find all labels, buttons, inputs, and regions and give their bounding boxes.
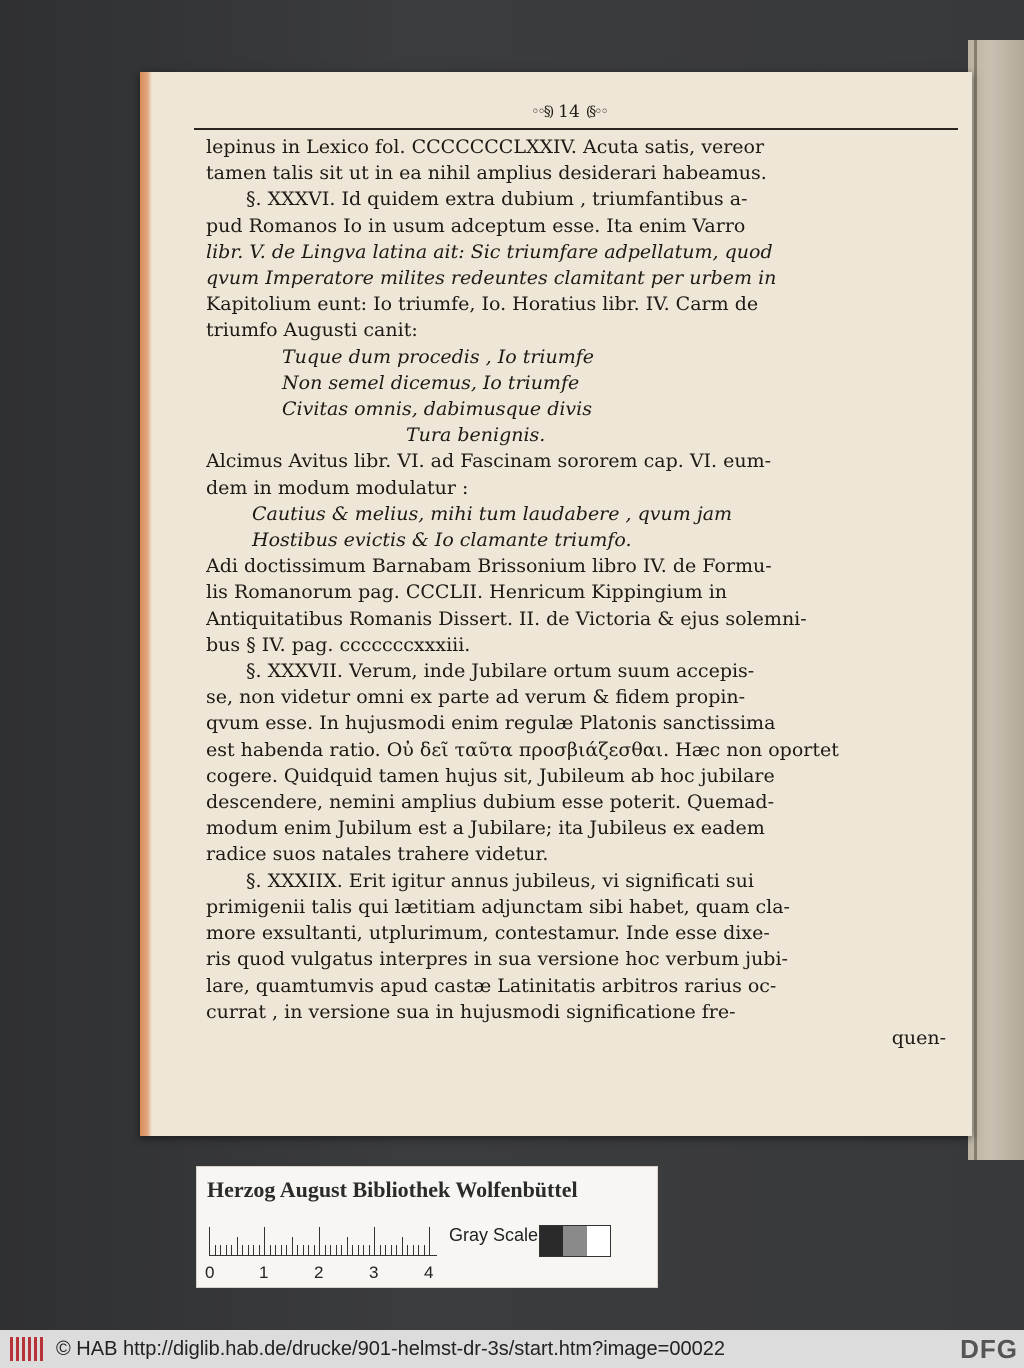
footer-copyright: © HAB http://diglib.hab.de/drucke/901-helmst-dr-3s/start.htm?image=00022 <box>56 1337 725 1360</box>
text-line: qvum esse. In hujusmodi enim regulæ Platonis sanctissima <box>206 712 776 735</box>
text-line: se, non videtur omni ex parte ad verum & fidem propin- <box>206 686 746 709</box>
ruler-tick <box>237 1237 238 1255</box>
page-gutter <box>140 72 152 1136</box>
text-line: Kapitolium eunt: Io triumfe, Io. Horatius libr. IV. Carm de <box>206 293 759 316</box>
text-line: §. XXXIIX. Erit igitur annus jubileus, vi significati sui <box>246 869 754 892</box>
ruler-tick <box>413 1245 414 1255</box>
ruler-tick <box>385 1245 386 1255</box>
text-line: currat , in versione sua in hujusmodi significatione fre- <box>206 1000 736 1023</box>
text-line: bus § IV. pag. cccccccxxxiii. <box>206 633 471 656</box>
verse-line: Tuque dum procedis , Io triumfe <box>282 345 595 368</box>
text-line: libr. V. de Lingva latina ait: Sic triumfare adpellatum, quod <box>206 240 773 263</box>
ruler-number: 3 <box>369 1263 379 1282</box>
ruler-number: 2 <box>314 1263 324 1282</box>
ruler-tick <box>308 1245 309 1255</box>
text-line: triumfo Augusti canit: <box>206 319 418 342</box>
text-line: §. XXXVII. Verum, inde Jubilare ortum suum accepis- <box>246 660 755 683</box>
ruler-tick <box>303 1245 304 1255</box>
text-line: modum enim Jubilum est a Jubilare; ita Jubileus ex eadem <box>206 817 765 840</box>
ruler-tick <box>226 1245 227 1255</box>
ruler-tick <box>319 1227 320 1255</box>
text-line: Antiquitatibus Romanis Dissert. II. de Victoria & ejus solemni- <box>206 607 807 630</box>
barcode-icon <box>10 1337 44 1361</box>
gray-scale-label: Gray Scale <box>449 1225 539 1245</box>
ruler-tick <box>330 1245 331 1255</box>
text-line: dem in modum modulatur : <box>206 476 469 499</box>
ruler-tick <box>253 1245 254 1255</box>
ruler-tick <box>341 1245 342 1255</box>
ruler-tick <box>314 1245 315 1255</box>
ruler-tick <box>209 1227 210 1255</box>
verse-line: Cautius & melius, mihi tum laudabere , qvum jam <box>252 502 733 525</box>
verse-line: Hostibus evictis & Io clamante triumfo. <box>252 529 632 552</box>
ruler-tick <box>281 1245 282 1255</box>
ruler-tick <box>380 1245 381 1255</box>
catchword: quen- <box>891 1026 946 1049</box>
text-line: ris quod vulgatus interpres in sua versione hoc verbum jubi- <box>206 948 788 971</box>
header-right-ornament: (§◦◦ <box>585 103 607 120</box>
text-line: est habenda ratio. Οὐ δεῖ ταῦτα προσβιάζεσθαι. Hæc non oportet <box>206 738 839 761</box>
text-line: cogere. Quidquid tamen hujus sit, Jubileum ab hoc jubilare <box>206 764 775 787</box>
ruler-tick <box>396 1245 397 1255</box>
ruler-tick <box>369 1245 370 1255</box>
gray-swatch <box>563 1226 586 1256</box>
ruler-tick <box>391 1245 392 1255</box>
text-line: §. XXXVI. Id quidem extra dubium , triumfantibus a- <box>246 188 748 211</box>
text-line: radice suos natales trahere videtur. <box>206 843 549 866</box>
text-line: lare, quamtumvis apud castæ Latinitatis arbitros rarius oc- <box>206 974 777 997</box>
ruler-number: 1 <box>259 1263 269 1282</box>
verse-line: Non semel dicemus, Io triumfe <box>282 371 580 394</box>
text-line: lepinus in Lexico fol. CCCCCCCLXXIV. Acuta satis, vereor <box>206 136 765 158</box>
ruler-tick <box>275 1245 276 1255</box>
text-line: Alcimus Avitus libr. VI. ad Fascinam sororem cap. VI. eum- <box>206 450 772 473</box>
ruler-tick <box>297 1245 298 1255</box>
footer-bar <box>0 1330 1024 1368</box>
ruler-tick <box>215 1245 216 1255</box>
ruler-tick <box>424 1245 425 1255</box>
header-left-ornament: ◦◦§) <box>531 103 553 120</box>
ruler-number: 0 <box>205 1263 215 1282</box>
ruler-tick <box>270 1245 271 1255</box>
text-line: descendere, nemini amplius dubium esse poterit. Quemad- <box>206 791 775 814</box>
ruler-tick <box>352 1245 353 1255</box>
ruler-tick <box>374 1227 375 1255</box>
ruler-tick <box>363 1245 364 1255</box>
text-line: more exsultanti, utplurimum, contestamur. Inde esse dixe- <box>206 922 770 945</box>
library-title: Herzog August Bibliothek Wolfenbüttel <box>207 1177 578 1202</box>
ruler <box>209 1227 437 1256</box>
text-line: qvum Imperatore milites redeuntes clamitant per urbem in <box>206 267 777 290</box>
text-line: pud Romanos Io in usum adceptum esse. Ita enim Varro <box>206 214 746 237</box>
ruler-tick <box>264 1227 265 1255</box>
gray-scale-swatches <box>539 1225 611 1257</box>
ruler-tick <box>286 1245 287 1255</box>
ruler-tick <box>402 1237 403 1255</box>
ruler-tick <box>220 1245 221 1255</box>
ruler-tick <box>336 1245 337 1255</box>
ruler-tick <box>259 1245 260 1255</box>
header-rule <box>194 128 958 130</box>
ruler-tick <box>242 1245 243 1255</box>
dfg-logo: DFG <box>960 1334 1018 1364</box>
verse-line: Tura benignis. <box>406 424 546 447</box>
ruler-tick <box>347 1237 348 1255</box>
ruler-number: 4 <box>424 1263 434 1282</box>
adjacent-page-edge <box>968 40 1024 1160</box>
text-line: Adi doctissimum Barnabam Brissonium libro IV. de Formu- <box>206 555 772 578</box>
text-line: tamen talis sit ut in ea nihil amplius desiderari habeamus. <box>206 162 767 185</box>
page-header <box>192 98 946 126</box>
ruler-tick <box>292 1237 293 1255</box>
gray-swatch <box>587 1226 610 1256</box>
page-number: 14 <box>558 101 580 122</box>
ruler-tick <box>358 1245 359 1255</box>
ruler-tick <box>429 1227 430 1255</box>
gray-swatch <box>540 1226 563 1256</box>
ruler-tick <box>418 1245 419 1255</box>
text-line: primigenii talis qui lætitiam adjunctam sibi habet, quam cla- <box>206 895 790 918</box>
ruler-tick <box>325 1245 326 1255</box>
verse-line: Civitas omnis, dabimusque divis <box>282 398 592 421</box>
page-text <box>206 98 946 1051</box>
text-line: lis Romanorum pag. CCCLII. Henricum Kippingium in <box>206 581 728 604</box>
scale-card <box>196 1166 658 1288</box>
ruler-tick <box>248 1245 249 1255</box>
ruler-tick <box>407 1245 408 1255</box>
ruler-tick <box>231 1245 232 1255</box>
